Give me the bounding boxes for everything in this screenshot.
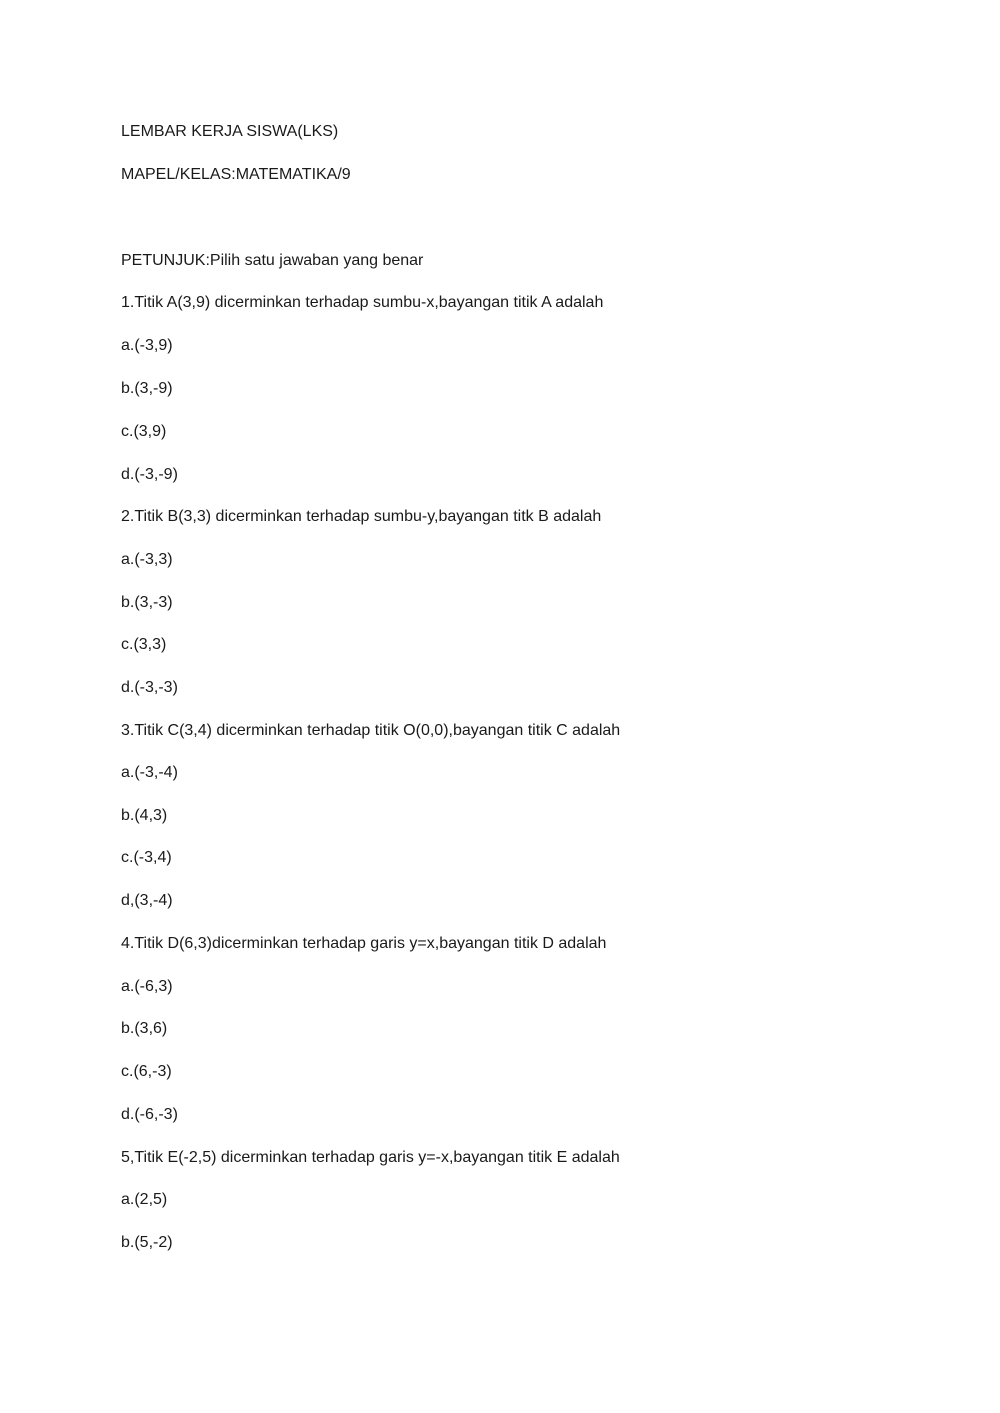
subject-class: MAPEL/KELAS:MATEMATIKA/9 [121,166,351,183]
question-2-option-b: b.(3,-3) [121,594,173,611]
question-1-option-d: d.(-3,-9) [121,466,178,483]
question-5-option-a: a.(2,5) [121,1191,168,1208]
question-3-option-d: d,(3,-4) [121,892,173,909]
instruction: PETUNJUK:Pilih satu jawaban yang benar [121,252,424,269]
document-title: LEMBAR KERJA SISWA(LKS) [121,123,339,140]
question-2-option-c: c.(3,3) [121,636,167,653]
question-5: 5,Titik E(-2,5) dicerminkan terhadap garis y=-x,bayangan titik E adalah [121,1149,620,1166]
question-4: 4.Titik D(6,3)dicerminkan terhadap garis y=x,bayangan titik D adalah [121,935,607,952]
question-2-option-a: a.(-3,3) [121,551,173,568]
question-3: 3.Titik C(3,4) dicerminkan terhadap titik O(0,0),bayangan titik C adalah [121,722,621,739]
question-3-option-b: b.(4,3) [121,807,168,824]
question-1-option-a: a.(-3,9) [121,337,173,354]
question-3-option-a: a.(-3,-4) [121,764,178,781]
question-4-option-d: d.(-6,-3) [121,1106,178,1123]
question-2-option-d: d.(-3,-3) [121,679,178,696]
question-2: 2.Titik B(3,3) dicerminkan terhadap sumbu-y,bayangan titk B adalah [121,508,602,525]
question-4-option-a: a.(-6,3) [121,978,173,995]
question-5-option-b: b.(5,-2) [121,1234,173,1251]
question-3-option-c: c.(-3,4) [121,849,172,866]
question-4-option-b: b.(3,6) [121,1020,168,1037]
question-4-option-c: c.(6,-3) [121,1063,172,1080]
question-1: 1.Titik A(3,9) dicerminkan terhadap sumbu-x,bayangan titik A adalah [121,294,604,311]
question-1-option-b: b.(3,-9) [121,380,173,397]
question-1-option-c: c.(3,9) [121,423,167,440]
